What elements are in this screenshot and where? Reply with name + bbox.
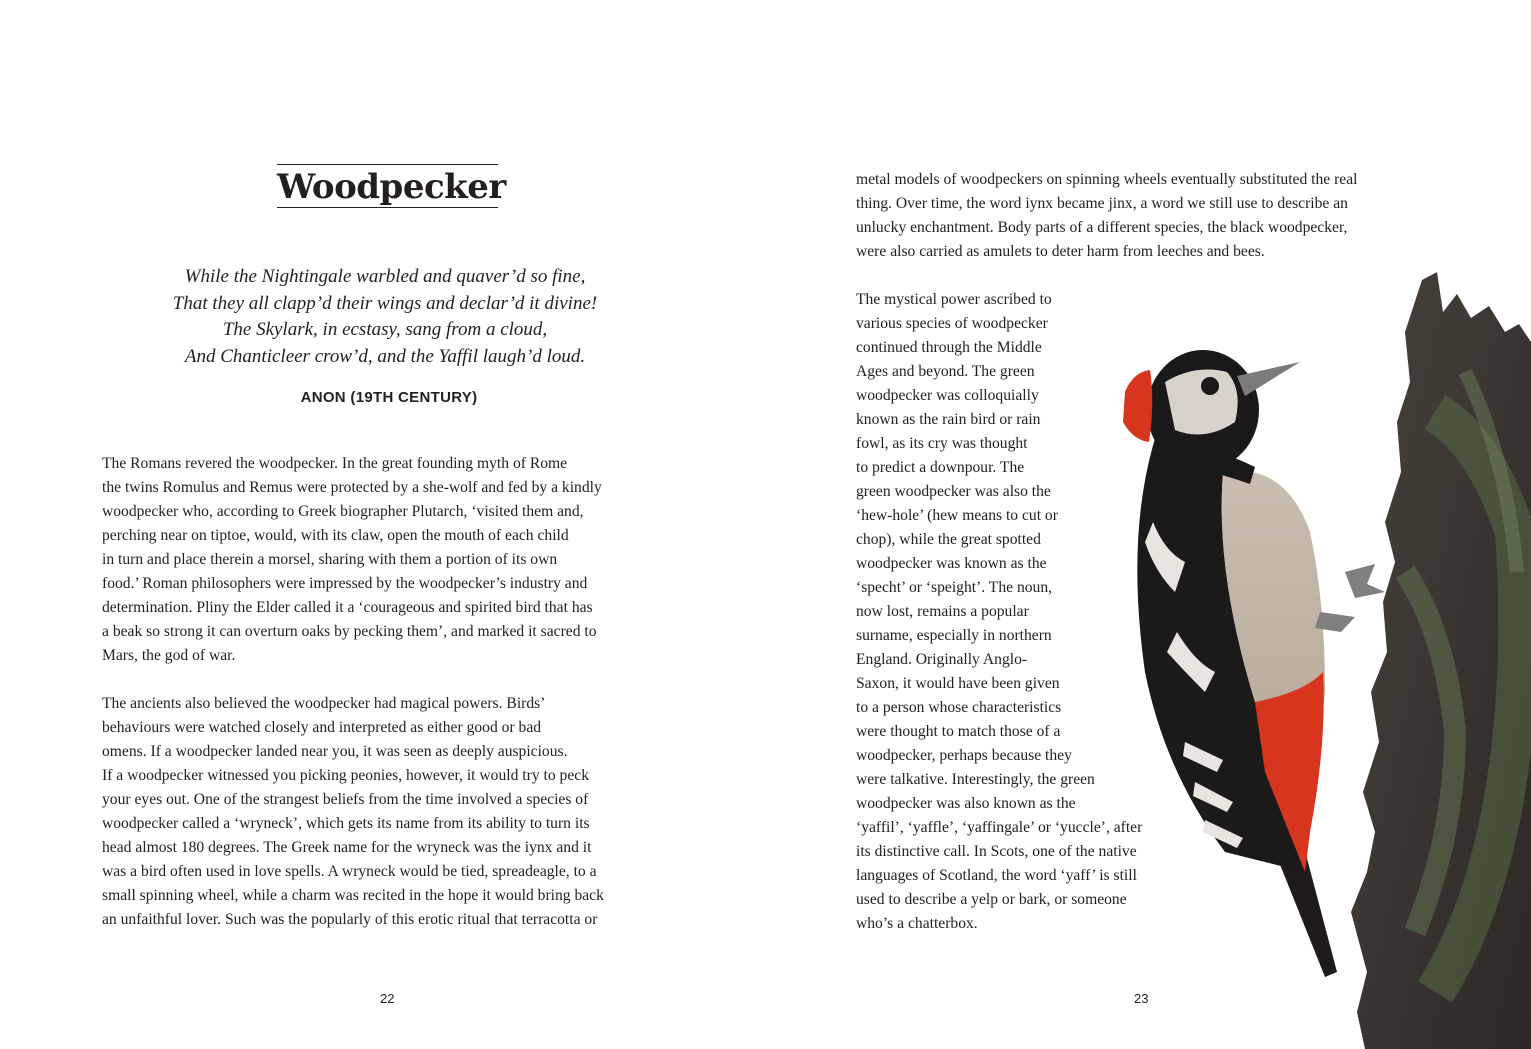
text-line: metal models of woodpeckers on spinning wheels eventually substituted the real	[856, 171, 1358, 188]
text-line: If a woodpecker witnessed you picking peonies, however, it would try to peck	[102, 767, 589, 784]
poem-line: The Skylark, in ecstasy, sang from a cloud,	[222, 319, 548, 340]
text-line: woodpecker called a ‘wryneck’, which gets its name from its ability to turn its	[102, 815, 590, 832]
poem-line: And Chanticleer crow’d, and the Yaffil laugh’d loud.	[184, 345, 586, 367]
text-line: now lost, remains a popular	[856, 603, 1029, 620]
text-line: determination. Pliny the Elder called it a ‘courageous and spirited bird that has	[102, 599, 593, 616]
text-line: food.’ Roman philosophers were impressed by the woodpecker’s industry and	[102, 575, 588, 592]
text-line: in turn and place therein a morsel, sharing with them a portion of its own	[102, 551, 558, 568]
text-line: woodpecker was also known as the	[856, 795, 1076, 812]
text-line: woodpecker, perhaps because they	[856, 747, 1072, 764]
text-line: your eyes out. One of the strangest beliefs from the time involved a species of	[102, 791, 589, 808]
tree-trunk-shape	[1351, 272, 1531, 1049]
text-line: woodpecker was colloquially	[856, 387, 1039, 404]
text-line: Ages and beyond. The green	[856, 363, 1035, 380]
text-line: omens. If a woodpecker landed near you, it was seen as deeply auspicious.	[102, 743, 568, 760]
title-rule-box	[277, 164, 506, 208]
text-line: were also carried as amulets to deter harm from leeches and bees.	[856, 243, 1265, 260]
page-number: 23	[1134, 991, 1149, 1006]
text-line: to a person whose characteristics	[856, 699, 1062, 716]
page-title: Woodpecker	[277, 167, 506, 207]
poem-line: While the Nightingale warbled and quaver’d so fine,	[184, 266, 586, 287]
text-line: The mystical power ascribed to	[856, 291, 1052, 308]
poem-stanza	[100, 264, 670, 370]
text-line: woodpecker was known as the	[856, 555, 1047, 572]
text-line: who’s a chatterbox.	[856, 915, 978, 932]
text-line: Mars, the god of war.	[102, 647, 236, 664]
text-line: The ancients also believed the woodpecker had magical powers. Birds’	[102, 695, 546, 712]
text-line: an unfaithful lover. Such was the popularly of this erotic ritual that terracotta or	[102, 911, 598, 928]
body-paragraph-1	[102, 452, 602, 668]
text-line: ‘specht’ or ‘speight’. The noun,	[856, 579, 1053, 596]
text-line: to predict a downpour. The	[856, 459, 1025, 476]
woodpecker-bird	[1123, 350, 1385, 977]
text-line: surname, especially in northern	[856, 627, 1052, 644]
text-line: its distinctive call. In Scots, one of the native	[856, 843, 1137, 860]
body-paragraph-2	[102, 692, 604, 932]
left-page	[0, 0, 765, 1049]
text-line: continued through the Middle	[856, 339, 1042, 356]
text-line: the twins Romulus and Remus were protected by a she-wolf and fed by a kindly	[102, 479, 602, 496]
poem-line: That they all clapp’d their wings and declar’d it divine!	[172, 292, 598, 314]
text-line: were thought to match those of a	[856, 723, 1061, 740]
body-paragraph-3	[856, 168, 1357, 264]
page-number: 22	[380, 991, 395, 1006]
text-line: woodpecker who, according to Greek biographer Plutarch, ‘visited them and,	[102, 503, 584, 520]
text-line: used to describe a yelp or bark, or someone	[856, 891, 1127, 908]
woodpecker-illustration	[1105, 272, 1531, 1049]
text-line: chop), while the great spotted	[856, 531, 1041, 548]
text-line: fowl, as its cry was thought	[856, 435, 1028, 452]
text-line: green woodpecker was also the	[856, 483, 1051, 500]
text-line: languages of Scotland, the word ‘yaff’ is still	[856, 867, 1137, 884]
text-line: The Romans revered the woodpecker. In the great founding myth of Rome	[102, 455, 568, 472]
text-line: perching near on tiptoe, would, with its claw, open the mouth of each child	[102, 527, 569, 544]
text-line: England. Originally Anglo-	[856, 651, 1028, 668]
text-line: head almost 180 degrees. The Greek name for the wryneck was the iynx and it	[102, 839, 592, 856]
text-line: behaviours were watched closely and interpreted as either good or bad	[102, 719, 542, 736]
text-line: ‘yaffil’, ‘yaffle’, ‘yaffingale’ or ‘yuccle’, after	[856, 819, 1143, 836]
text-line: various species of woodpecker	[856, 315, 1048, 332]
text-line: Saxon, it would have been given	[856, 675, 1060, 692]
text-line: a beak so strong it can overturn oaks by pecking them’, and marked it sacred to	[102, 623, 597, 640]
poem-attribution: ANON (19TH CENTURY)	[300, 389, 478, 406]
text-line: thing. Over time, the word iynx became jinx, a word we still use to describe an	[856, 195, 1348, 212]
body-paragraph-4	[856, 288, 1142, 936]
text-line: ‘hew-hole’ (hew means to cut or	[856, 507, 1058, 524]
text-line: known as the rain bird or rain	[856, 411, 1041, 428]
text-line: unlucky enchantment. Body parts of a different species, the black woodpecker,	[856, 219, 1348, 236]
text-line: were talkative. Interestingly, the green	[856, 771, 1095, 788]
text-line: was a bird often used in love spells. A wryneck would be tied, spreadeagle, to a	[102, 863, 597, 880]
text-line: small spinning wheel, while a charm was recited in the hope it would bring back	[102, 887, 604, 904]
